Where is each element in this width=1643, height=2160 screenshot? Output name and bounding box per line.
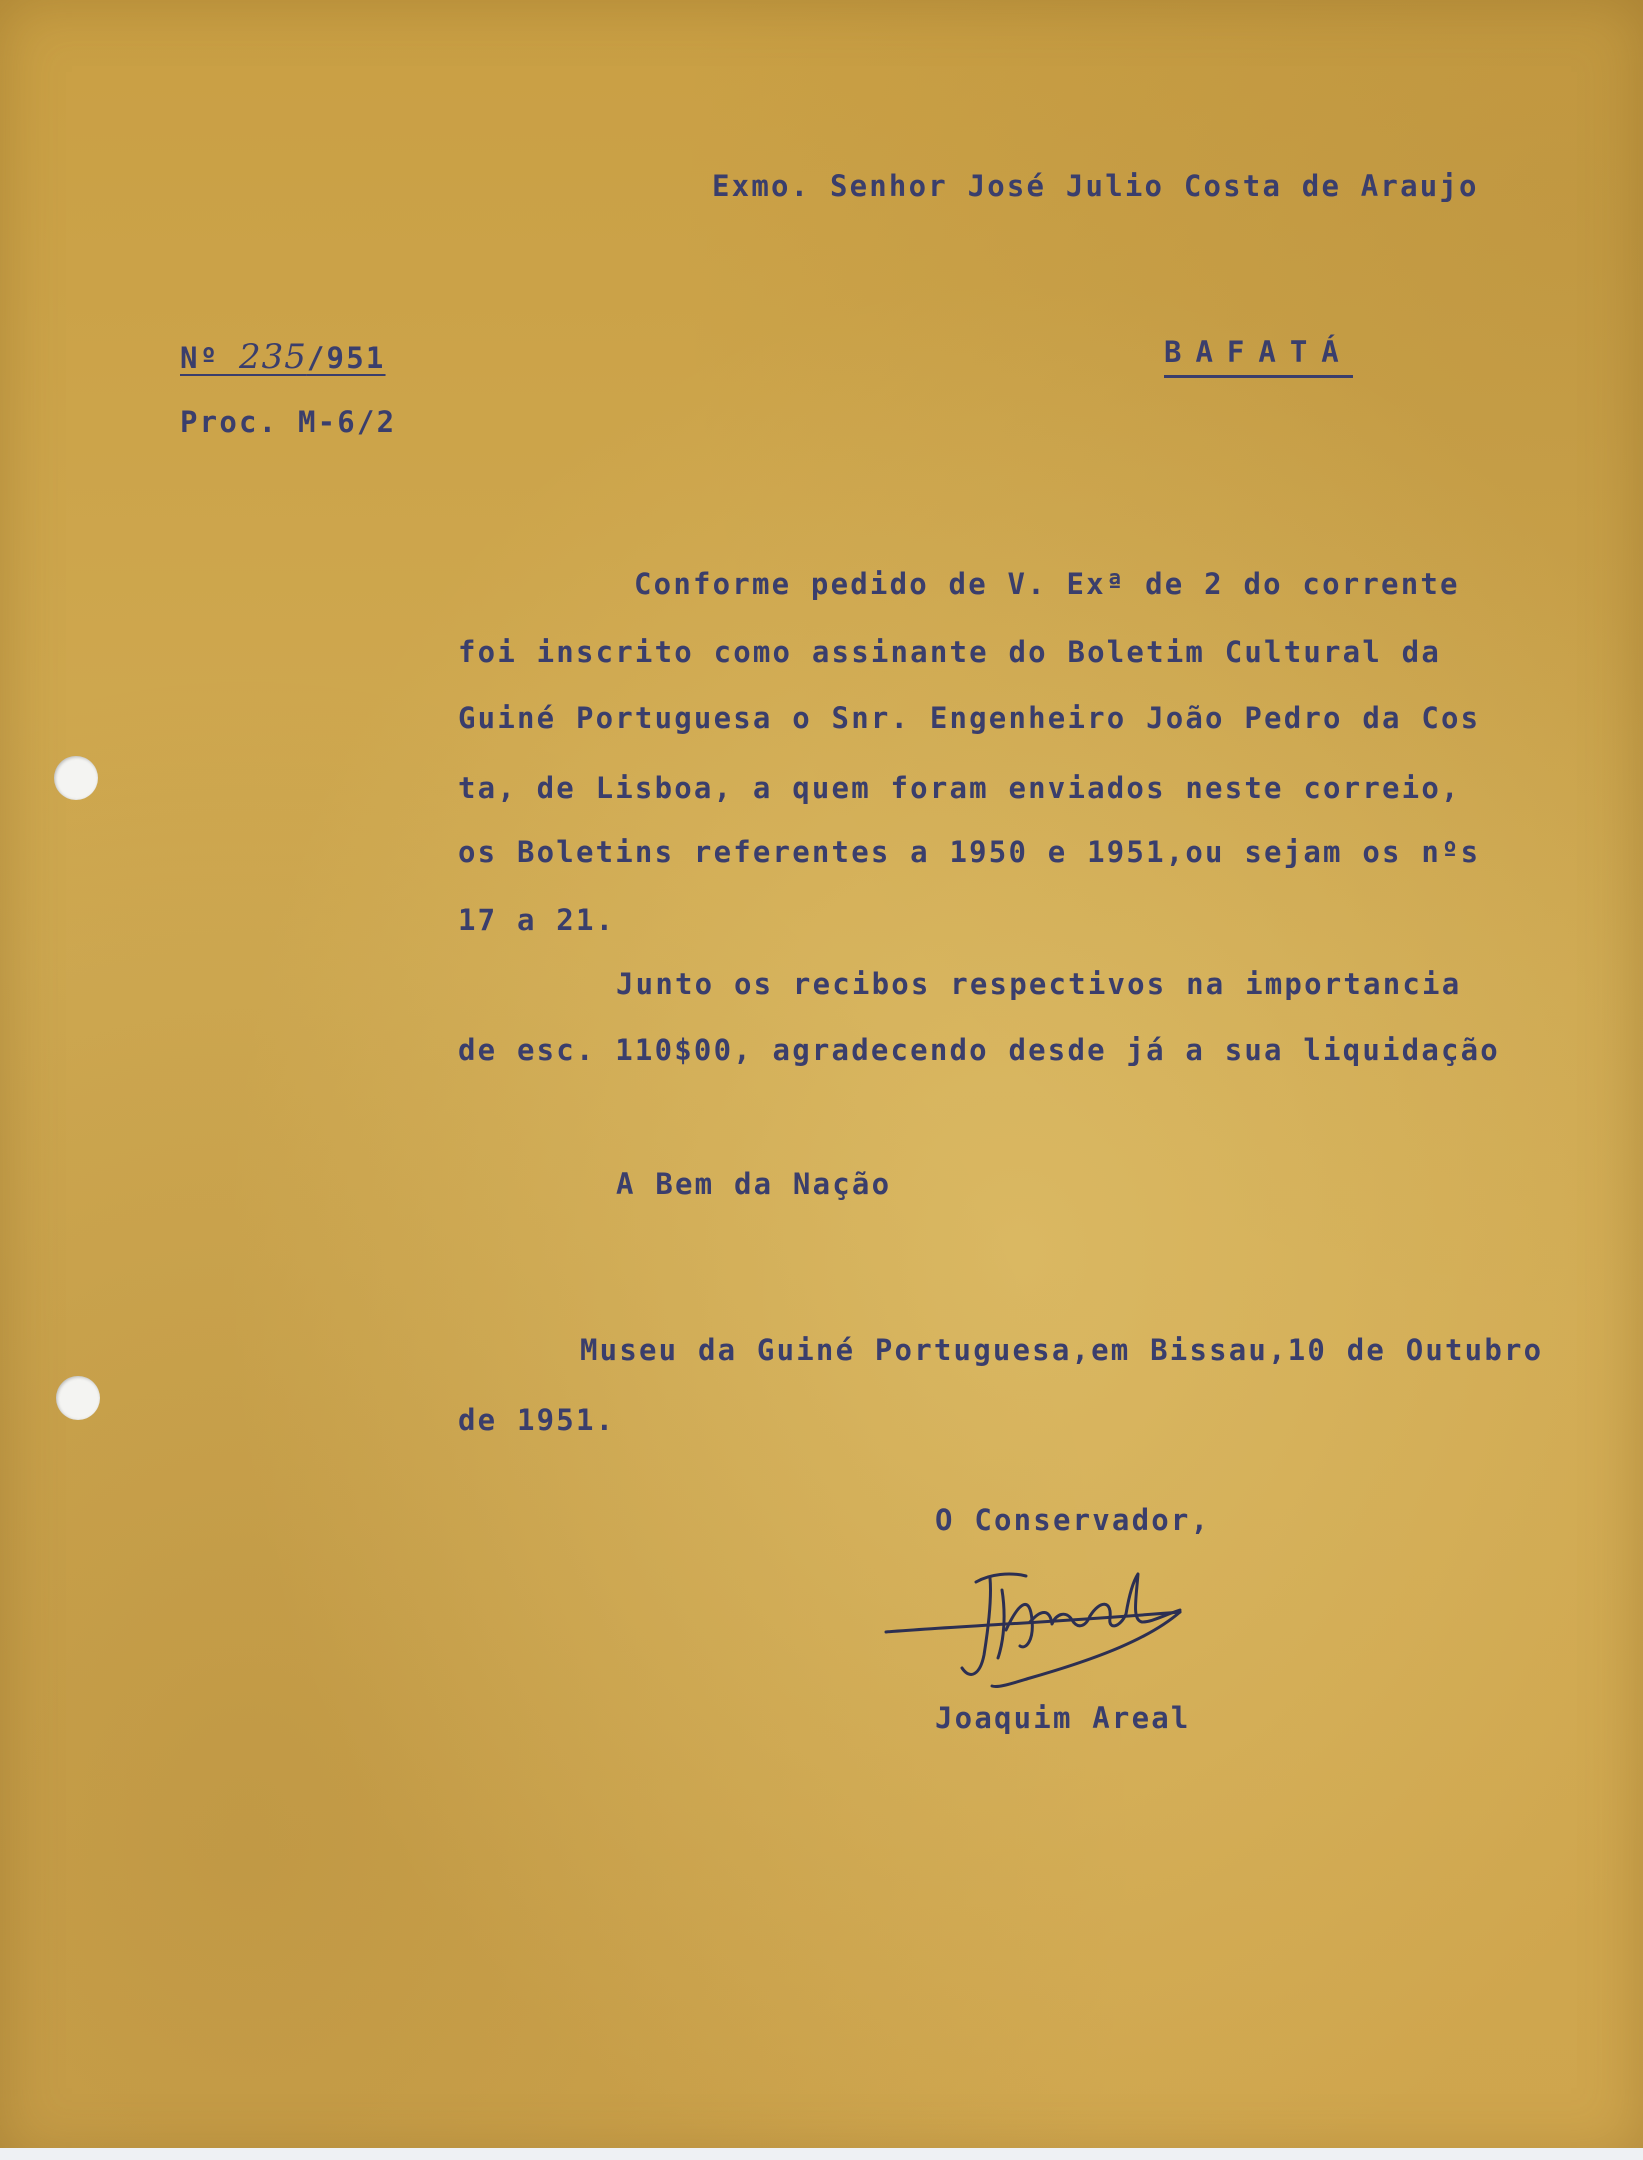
- signer-name: Joaquim Areal: [935, 1701, 1191, 1735]
- process-number: Proc. M-6/2: [180, 405, 397, 439]
- punch-hole-top: [54, 756, 98, 800]
- addressee-line: Exmo. Senhor José Julio Costa de Araujo: [712, 169, 1479, 203]
- handwritten-signature: [880, 1560, 1210, 1700]
- body-line-7: Junto os recibos respectivos na importancia: [616, 967, 1462, 1001]
- reference-number: [180, 337, 386, 377]
- punch-hole-bottom: [56, 1376, 100, 1420]
- body-line-8: de esc. 110$00, agradecendo desde já a sua liquidação: [458, 1033, 1500, 1067]
- body-line-5: os Boletins referentes a 1950 e 1951,ou sejam os nºs: [458, 835, 1481, 869]
- body-line-1: Conforme pedido de V. Exª de 2 do corrente: [634, 567, 1460, 601]
- closing-salutation: A Bem da Nação: [616, 1167, 892, 1201]
- reference-prefix: Nº: [180, 341, 239, 375]
- body-line-6: 17 a 21.: [458, 903, 616, 937]
- place-heading: BAFATÁ: [1164, 338, 1353, 378]
- reference-suffix: /951: [306, 341, 386, 375]
- scan-bottom-edge: [0, 2148, 1643, 2160]
- body-line-4: ta, de Lisboa, a quem foram enviados neste correio,: [458, 771, 1461, 805]
- body-line-2: foi inscrito como assinante do Boletim Cultural da: [458, 635, 1441, 669]
- reference-handwritten: 235: [238, 337, 307, 377]
- signer-title: O Conservador,: [935, 1503, 1211, 1537]
- date-line-1: Museu da Guiné Portuguesa,em Bissau,10 de Outubro: [580, 1333, 1544, 1367]
- body-line-3: Guiné Portuguesa o Snr. Engenheiro João Pedro da Cos: [458, 701, 1481, 735]
- date-line-2: de 1951.: [458, 1403, 616, 1437]
